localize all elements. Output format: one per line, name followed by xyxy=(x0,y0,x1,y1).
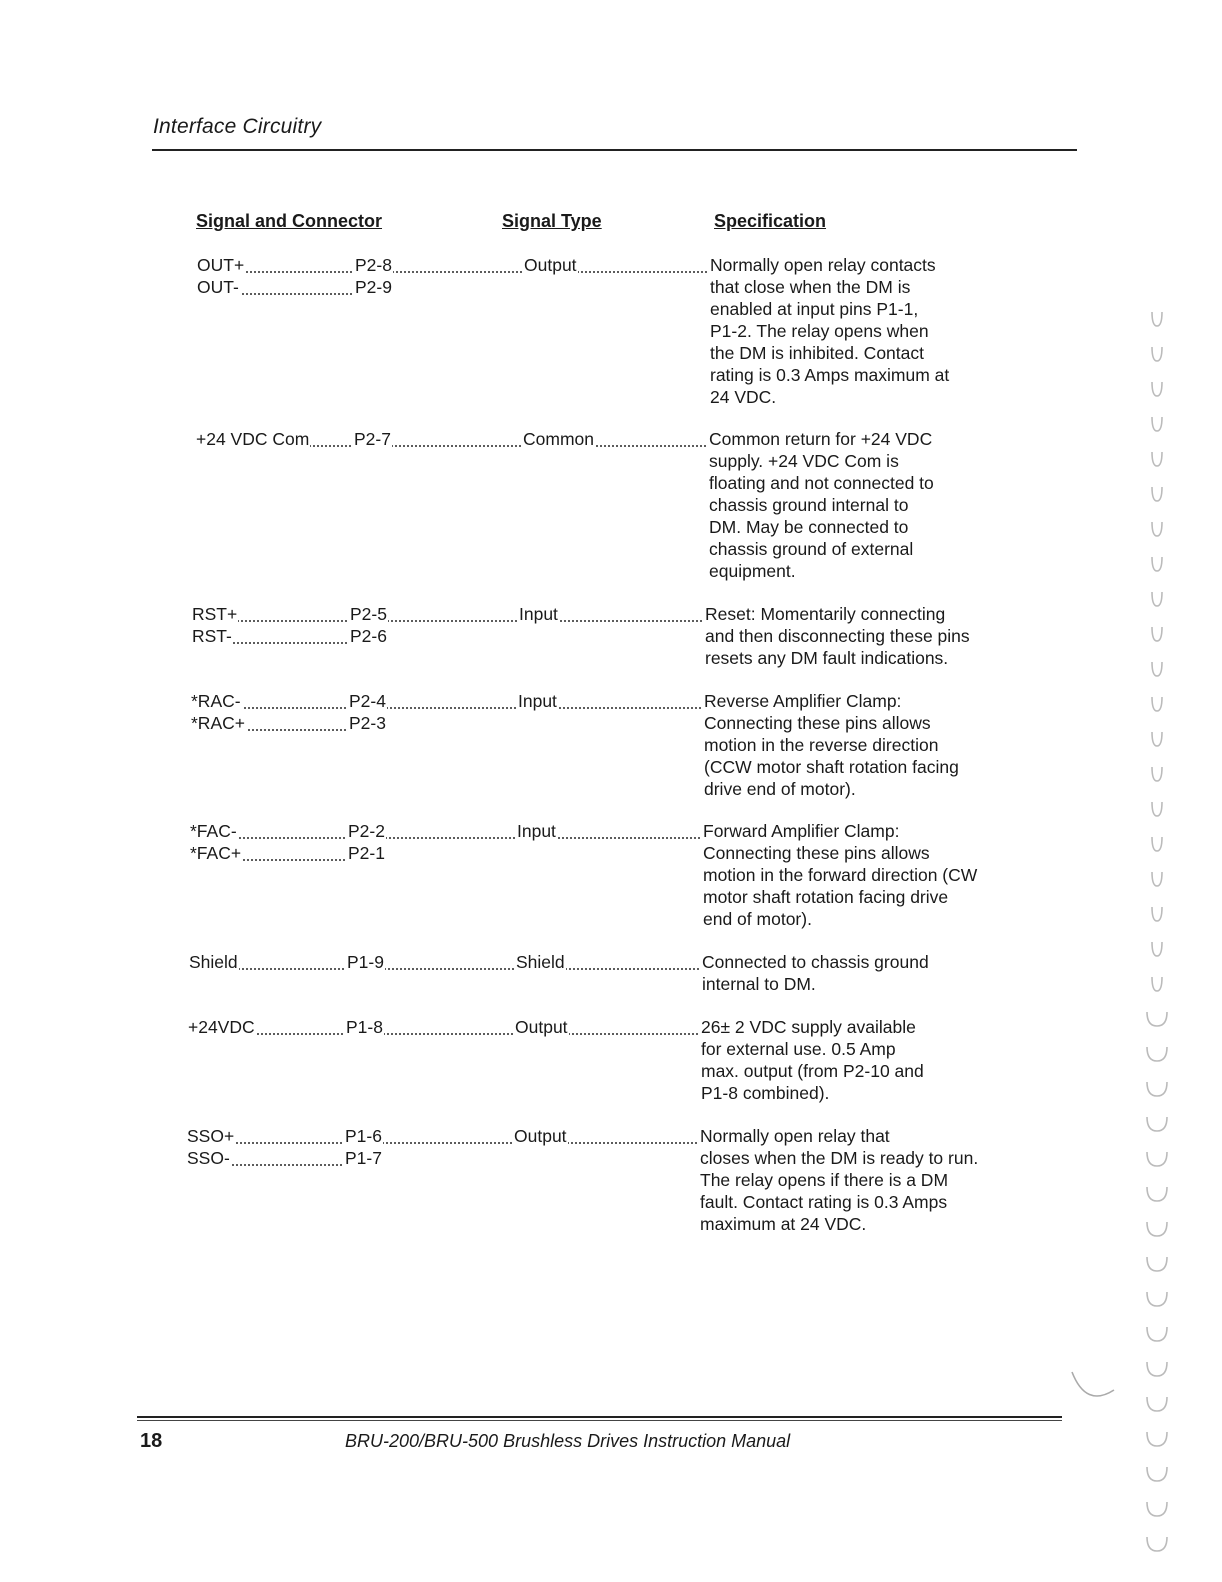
signal-name xyxy=(192,625,348,647)
header-rule xyxy=(152,149,1077,151)
specification-text: Connected to chassis ground internal to DM. xyxy=(702,952,929,994)
binder-hole xyxy=(1152,732,1162,746)
signal-name xyxy=(189,951,345,973)
connector-pin-text: P1-8 xyxy=(346,1017,383,1037)
binder-hole xyxy=(1147,1117,1167,1131)
binder-hole xyxy=(1147,1432,1167,1446)
connector-pin xyxy=(355,276,415,298)
binder-hole xyxy=(1147,1502,1167,1516)
connector-pin xyxy=(346,1016,513,1038)
connector-pin-text: P1-7 xyxy=(345,1148,382,1168)
connector-pin-text: P2-5 xyxy=(350,604,387,624)
binder-hole xyxy=(1147,1047,1167,1061)
binder-hole xyxy=(1147,1152,1167,1166)
signal-type-text: Input xyxy=(519,604,558,624)
signal-name xyxy=(196,428,352,450)
specification-text: 26± 2 VDC supply available for external use. 0.5 Amp max. output (from P2-10 and P1-8 combined). xyxy=(701,1017,924,1103)
binder-hole xyxy=(1152,557,1162,571)
binder-hole xyxy=(1152,697,1162,711)
binder-hole xyxy=(1147,1187,1167,1201)
binder-hole xyxy=(1152,417,1162,431)
binder-hole xyxy=(1147,1362,1167,1376)
binder-hole xyxy=(1152,767,1162,781)
signal-name-text: *FAC- xyxy=(190,821,237,841)
binder-hole xyxy=(1147,1467,1167,1481)
signal-type-text: Output xyxy=(524,255,577,275)
connector-pin xyxy=(347,951,514,973)
connector-pin xyxy=(345,1125,512,1147)
connector-pin-text: P2-4 xyxy=(349,691,386,711)
binder-hole xyxy=(1147,1257,1167,1271)
connector-pin xyxy=(355,254,522,276)
signal-name-text: +24VDC xyxy=(188,1017,255,1037)
connector-pin xyxy=(345,1147,405,1169)
connector-pin-text: P2-8 xyxy=(355,255,392,275)
connector-pin-text: P1-6 xyxy=(345,1126,382,1146)
signal-type xyxy=(523,428,707,450)
column-header-specification: Specification xyxy=(714,211,827,231)
binder-hole xyxy=(1147,1327,1167,1341)
binder-hole xyxy=(1147,1397,1167,1411)
column-header-signal-connector: Signal and Connector xyxy=(196,211,383,231)
signal-name-text: Shield xyxy=(189,952,238,972)
footer-manual-title: BRU-200/BRU-500 Brushless Drives Instruction Manual xyxy=(345,1431,791,1451)
connector-pin-text: P2-6 xyxy=(350,626,387,646)
signal-name xyxy=(191,690,347,712)
connector-pin-text: P2-1 xyxy=(348,843,385,863)
signal-name-text: +24 VDC Com xyxy=(196,429,310,449)
connector-pin xyxy=(349,712,409,734)
section-title: Interface Circuitry xyxy=(153,115,322,138)
signal-name-text: SSO+ xyxy=(187,1126,235,1146)
connector-pin xyxy=(350,625,410,647)
binder-hole xyxy=(1152,942,1162,956)
signal-type xyxy=(516,951,700,973)
specification-text: Reverse Amplifier Clamp: Connecting these pins allows motion in the reverse direction (CCW motor shaft rotation facing drive end of motor). xyxy=(704,691,959,799)
signal-type-text: Input xyxy=(517,821,556,841)
specification-text: Reset: Momentarily connecting and then disconnecting these pins resets any DM fault indications. xyxy=(705,604,970,668)
footer-rule xyxy=(137,1416,1062,1418)
connector-pin xyxy=(350,603,517,625)
specification-text: Forward Amplifier Clamp: Connecting these pins allows motion in the forward direction (CW motor shaft rotation facing drive end of motor). xyxy=(703,821,978,929)
page-number: 18 xyxy=(140,1430,163,1452)
binder-hole xyxy=(1152,977,1162,991)
binder-hole xyxy=(1147,1012,1167,1026)
signal-type xyxy=(524,254,708,276)
binder-hole xyxy=(1152,662,1162,676)
signal-type-text: Output xyxy=(515,1017,568,1037)
connector-pin xyxy=(348,820,515,842)
signal-type-text: Common xyxy=(523,429,594,449)
binder-hole xyxy=(1152,802,1162,816)
signal-name xyxy=(192,603,348,625)
signal-type xyxy=(517,820,701,842)
signal-name-text: RST+ xyxy=(192,604,238,624)
connector-pin-text: P2-9 xyxy=(355,277,392,297)
binder-hole xyxy=(1152,627,1162,641)
signal-name xyxy=(188,1016,344,1038)
binder-hole xyxy=(1147,1292,1167,1306)
binder-hole xyxy=(1152,837,1162,851)
signal-type-text: Output xyxy=(514,1126,567,1146)
binder-hole xyxy=(1152,452,1162,466)
signal-name xyxy=(187,1147,343,1169)
signal-name xyxy=(197,276,353,298)
binder-hole xyxy=(1152,312,1162,326)
signal-type-text: Shield xyxy=(516,952,565,972)
signal-type xyxy=(514,1125,698,1147)
binder-hole xyxy=(1152,592,1162,606)
signal-type xyxy=(518,690,702,712)
signal-name xyxy=(197,254,353,276)
column-header-signal-type: Signal Type xyxy=(502,211,602,231)
binder-hole xyxy=(1147,1537,1167,1551)
signal-name-text: OUT+ xyxy=(197,255,245,275)
specification-text: Normally open relay that closes when the DM is ready to run. The relay opens if there is a DM fault. Contact rating is 0.3 Amps maximum at 24 VDC. xyxy=(700,1126,979,1234)
connector-pin-text: P2-3 xyxy=(349,713,386,733)
signal-type-text: Input xyxy=(518,691,557,711)
signal-name-text: *RAC- xyxy=(191,691,241,711)
signal-type xyxy=(519,603,703,625)
signal-name-text: *FAC+ xyxy=(190,843,242,863)
signal-name xyxy=(191,712,347,734)
connector-pin xyxy=(354,428,521,450)
connector-pin-text: P1-9 xyxy=(347,952,384,972)
binder-hole xyxy=(1147,1222,1167,1236)
signal-name-text: RST- xyxy=(192,626,232,646)
binder-hole xyxy=(1152,382,1162,396)
signal-name-text: SSO- xyxy=(187,1148,230,1168)
specification-text: Common return for +24 VDC supply. +24 VDC Com is floating and not connected to chassis ground internal to DM. May be connected to chassis ground of external equipment. xyxy=(709,429,934,581)
binder-hole xyxy=(1152,522,1162,536)
signal-name-text: OUT- xyxy=(197,277,239,297)
binder-hole xyxy=(1152,487,1162,501)
binder-hole xyxy=(1147,1082,1167,1096)
signal-name-text: *RAC+ xyxy=(191,713,245,733)
binder-hole xyxy=(1152,907,1162,921)
connector-pin-text: P2-7 xyxy=(354,429,391,449)
connector-pin xyxy=(348,842,408,864)
signal-name xyxy=(190,842,346,864)
connector-pin xyxy=(349,690,516,712)
connector-pin-text: P2-2 xyxy=(348,821,385,841)
signal-name xyxy=(187,1125,343,1147)
binder-hole xyxy=(1152,347,1162,361)
specification-text: Normally open relay contacts that close when the DM is enabled at input pins P1-1, P1-2. The relay opens when the DM is inhibited. Contact rating is 0.3 Amps maximum at 24 VDC. xyxy=(710,255,950,407)
footer-rule-thin xyxy=(137,1420,1062,1421)
signal-type xyxy=(515,1016,699,1038)
signal-name xyxy=(190,820,346,842)
binder-hole xyxy=(1152,872,1162,886)
